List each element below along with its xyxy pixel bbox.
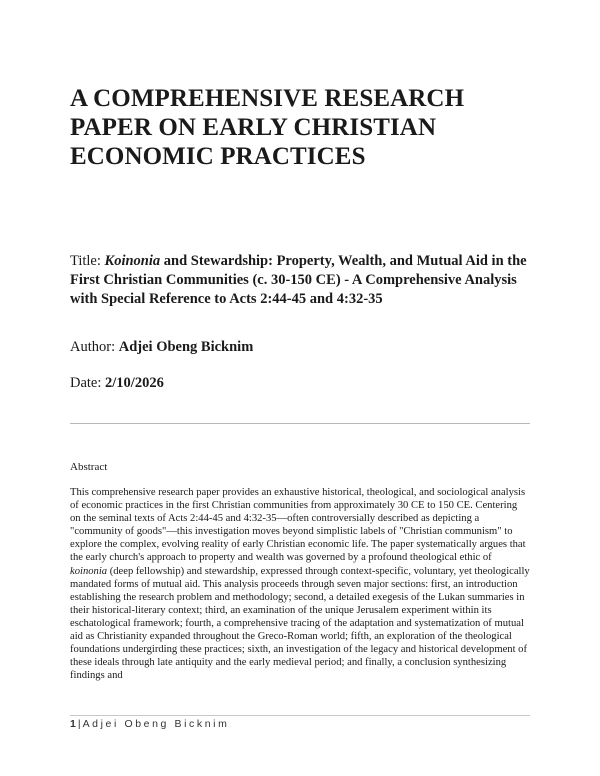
date-value: 2/10/2026 <box>105 375 164 391</box>
abstract-heading: Abstract <box>70 461 108 473</box>
title-label: Title: <box>70 253 101 269</box>
main-title: A COMPREHENSIVE RESEARCH PAPER ON EARLY CHRISTIAN ECONOMIC PRACTICES <box>70 85 465 170</box>
date-label: Date: <box>70 375 102 391</box>
footer-author: Adjei Obeng Bicknim <box>82 718 230 730</box>
horizontal-divider <box>70 423 530 424</box>
abstract-body <box>70 486 530 682</box>
author-line <box>70 338 530 357</box>
date-line <box>70 374 530 393</box>
footer-page-number: 1 <box>70 718 76 730</box>
title-text: and Stewardship: Property, Wealth, and Mutual Aid in the First Christian Communities (c. 30-150 CE) - A Comprehensive Analysis with Special Reference to Acts 2:44-45 and 4:32-35 <box>70 253 527 307</box>
page-footer <box>70 715 530 730</box>
footer-separator: | <box>77 718 81 730</box>
paper-title <box>70 252 530 309</box>
abstract-text-part1: This comprehensive research paper provides an exhaustive historical, theological, and sociological analysis of economic practices in the first Christian communities from approximately 30 CE to 150 CE. Centering on the seminal texts of Acts 2:44-45 and 4:32-35—often controversially described as depicting a "community of goods"—this investigation moves beyond simplistic labels of "Christian communism" to explore the complex, evolving reality of early Christian economic life. The paper systematically argues that the early church's approach to property and wealth was governed by a profound theological ethic of <box>70 487 526 564</box>
abstract-text-part2: (deep fellowship) and stewardship, expressed through context-specific, voluntary, yet theologically mandated forms of mutual aid. This analysis proceeds through seven major sections: first, an introduction establishing the research problem and methodology; second, a detailed exegesis of the Lukan summaries in their historical-literary context; third, an examination of the unique Jerusalem experiment within its eschatological framework; fourth, a comprehensive tracing of the adaptation and systematization of mutual aid as Christianity expanded throughout the Greco-Roman world; fifth, an exploration of the theological foundations undergirding these practices; sixth, an investigation of the legacy and historical development of these ideals through late antiquity and the early medieval period; and finally, a conclusion synthesizing findings and <box>70 565 530 682</box>
title-italic-word: Koinonia <box>104 253 161 269</box>
abstract-italic-term: koinonia <box>70 565 108 577</box>
author-name: Adjei Obeng Bicknim <box>118 339 254 355</box>
author-label: Author: <box>70 339 116 355</box>
